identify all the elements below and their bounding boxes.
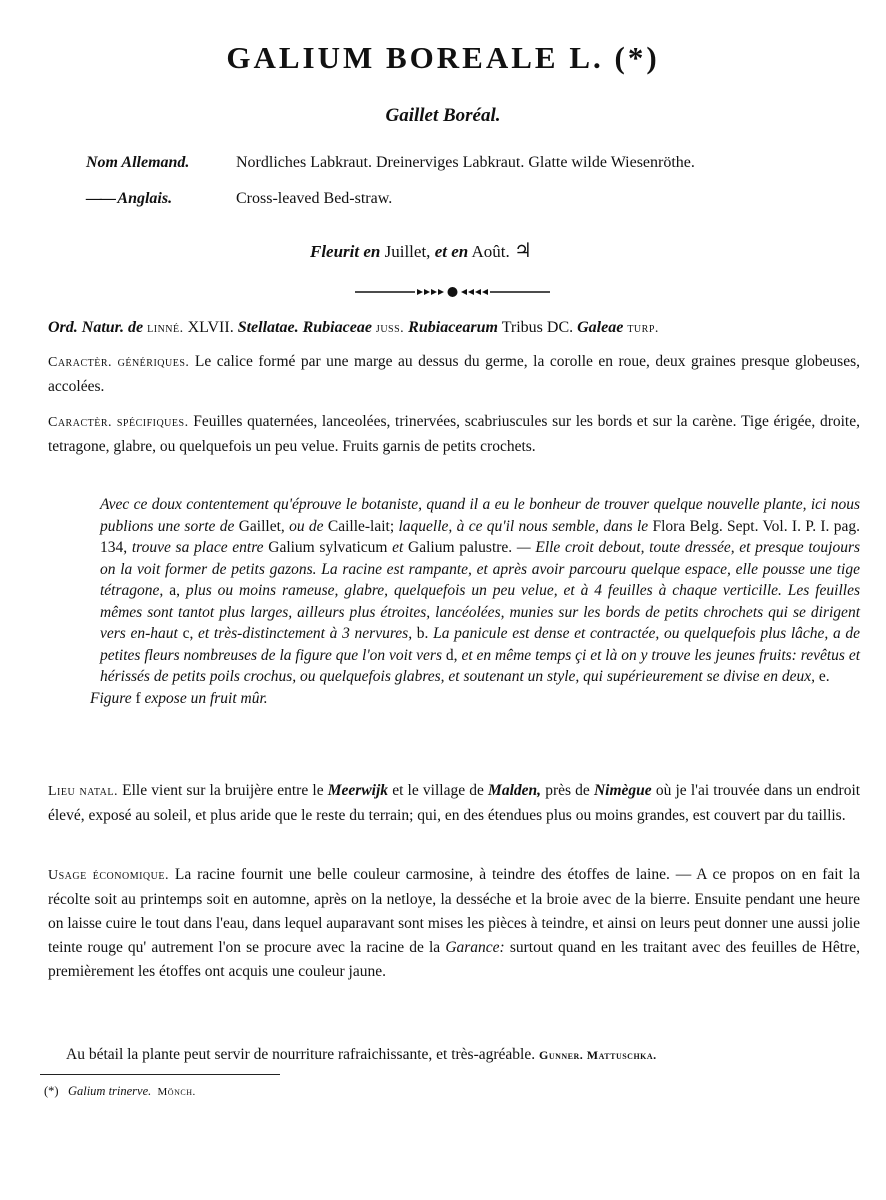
desc-part: Galium palustre. bbox=[408, 539, 513, 556]
desc-part: laquelle, à ce qu'il nous semble, dans le bbox=[398, 517, 649, 535]
ord-label: Ord. Natur. de bbox=[48, 319, 144, 336]
habitat-label: Lieu natal. bbox=[48, 784, 118, 799]
habitat-part: où je l'ai trouvée dans un endroit élevé, exposé au soleil, et plus aride que le reste du terrain; qui, en des étendues plus ou moins grandes, est couvert par du taillis. bbox=[48, 782, 861, 824]
ord-stellatae: Stellatae. bbox=[237, 319, 299, 336]
usage-part: surtout quand en les traitant avec des feuilles de Hêtre, premièrement les étoffes ont acquis une couleur jaune. bbox=[48, 939, 861, 980]
desc-part: expose un fruit mûr. bbox=[144, 689, 268, 707]
ord-juss: juss. bbox=[375, 321, 405, 336]
usage-part: La racine fournit une belle couleur carmosine, à teindre des étoffes de laine. — A ce propos on en fait la récolte soit au printemps soit en automne, après on la netloye, la desséche et la broie avec de la bierre. Ensuite pendant une heure on laisse cuire le tout dans l'eau, dans lequel auparavant sont mises les pièces à teindre, et ainsi on leurs peut donner une aussi jolie teinte rouge qu' autrement l'on se procure avec la racine de la bbox=[48, 866, 861, 956]
usage-label: Usage économique. bbox=[48, 868, 169, 883]
ornamental-rule bbox=[355, 285, 550, 299]
natural-order bbox=[48, 316, 868, 341]
vernacular-names bbox=[86, 154, 846, 226]
economic-use bbox=[48, 863, 860, 984]
german-name-row bbox=[86, 154, 846, 190]
footnote-rule bbox=[40, 1074, 280, 1075]
specific-label: Caractèr. spécifiques. bbox=[48, 415, 189, 430]
ord-linne: linné. bbox=[147, 321, 184, 336]
desc-part: Gaillet, bbox=[238, 517, 285, 535]
habitat-part: Elle vient sur la bruijère entre le bbox=[122, 782, 324, 799]
usage-garance: Garance: bbox=[445, 939, 505, 956]
desc-part: c, bbox=[182, 625, 194, 642]
english-label-text: Anglais. bbox=[117, 190, 173, 207]
footnote-synonym: Galium trinerve. bbox=[67, 1084, 152, 1098]
desc-part: et très-distinctement à 3 nervures, bbox=[198, 625, 413, 642]
page-title: GALIUM BOREALE L. (*) bbox=[226, 40, 660, 75]
flowering-pre: Fleurit en bbox=[310, 242, 381, 261]
habitat-place: Meerwijk bbox=[327, 782, 389, 799]
desc-part: et en même temps çi et là on y trouve les jeunes fruits: revêtus et hérissés de petits poils crochus, ou quelquefois glabres, et soutenant un style, qui supérieurement se divise en deux, bbox=[100, 646, 861, 685]
livestock-text: Au bétail la plante peut servir de nourriture rafraichissante, et très-agréable. bbox=[66, 1046, 536, 1063]
desc-part: f bbox=[135, 689, 141, 707]
desc-part: et bbox=[392, 539, 404, 556]
footnote-mark: (*) bbox=[44, 1084, 59, 1098]
ord-turp: turp. bbox=[627, 321, 659, 336]
flowering-period bbox=[310, 238, 532, 263]
ord-number: XLVII. bbox=[187, 319, 234, 336]
habitat-part: près de bbox=[545, 782, 590, 799]
description bbox=[90, 494, 861, 709]
flowering-month2: Août. bbox=[471, 242, 510, 261]
desc-part: e. bbox=[818, 668, 830, 685]
specific-text: Feuilles quaternées, lanceolées, trinervées, scabriuscules sur les bords et sur la carène. Tige érigée, droite, tetragone, glabre, ou quelquefois un peu velue. Fruits garnis de petits crochets. bbox=[48, 413, 860, 455]
perennial-symbol: ♃ bbox=[514, 240, 532, 262]
ord-rubiaceae: Rubiaceae bbox=[302, 319, 372, 336]
german-names: Nordliches Labkraut. Dreinerviges Labkraut. Glatte wilde Wiesenröthe. bbox=[236, 154, 695, 171]
desc-part: Caille-lait; bbox=[327, 517, 395, 535]
english-names: Cross-leaved Bed-straw. bbox=[236, 190, 393, 207]
generic-label: Caractèr. génériques. bbox=[48, 355, 190, 370]
english-name-row bbox=[86, 190, 846, 226]
desc-part: Galium sylvaticum bbox=[268, 539, 388, 556]
desc-part: a, bbox=[169, 582, 180, 599]
desc-part: La panicule est dense et contractée, ou quelquefois plus lâche, a de petites fleurs nombreuses de la figure que l'on voit vers bbox=[100, 625, 861, 664]
generic-text: Le calice formé par une marge au dessus du germe, la corolle en roue, deux graines presque globeuses, accolées. bbox=[48, 353, 860, 395]
livestock-authors: Gunner. Mattuschka. bbox=[538, 1048, 657, 1062]
flowering-month1: Juillet, bbox=[384, 242, 431, 261]
desc-part: Avec ce doux contentement qu'éprouve le botaniste, quand il a eu le bonheur de trouver quelque nouvelle plante, ici nous publions une sorte de bbox=[100, 496, 860, 535]
habitat-part: et le village de bbox=[392, 782, 484, 799]
desc-part: — Elle croit debout, toute dressée, et presque toujours on la voit former de petits gazons. La racine est rampante, et après avoir parcouru quelque espace, elle pousse une tige tétragone, bbox=[100, 539, 861, 599]
ord-rubiacearum: Rubiacearum bbox=[408, 319, 498, 336]
habitat-place: Malden, bbox=[488, 782, 542, 799]
habitat-place: Nimègue bbox=[593, 782, 652, 799]
habitat bbox=[48, 779, 860, 828]
flowering-mid: et en bbox=[434, 242, 469, 261]
desc-part: b. bbox=[416, 625, 429, 642]
livestock-note bbox=[66, 1043, 866, 1067]
desc-part: Figure bbox=[90, 689, 132, 707]
desc-part: trouve sa place entre bbox=[131, 539, 264, 556]
desc-part: Flora Belg. Sept. Vol. I. P. I. pag. 134, bbox=[100, 517, 861, 556]
ord-galeae: Galeae bbox=[577, 319, 624, 336]
footnote bbox=[44, 1084, 196, 1099]
specific-characters bbox=[48, 410, 860, 459]
footnote-author: Mönch. bbox=[157, 1086, 196, 1098]
desc-part: ou de bbox=[289, 517, 324, 535]
ditto-dash: —— bbox=[86, 190, 114, 207]
english-label bbox=[86, 190, 236, 208]
ord-tribus: Tribus DC. bbox=[501, 319, 574, 336]
french-name: Gaillet Boréal. bbox=[385, 105, 501, 126]
desc-part: plus ou moins rameuse, glabre, quelquefois un peu velue, et à 4 feuilles à chaque verticille. Les feuilles mêmes sont tantot plus larges, ailleurs plus étroites, lancéolées, munies sur les bords de petits chrochets qui se dirigent vers en-haut bbox=[100, 582, 861, 642]
german-label: Nom Allemand. bbox=[86, 154, 190, 171]
desc-part: d, bbox=[445, 646, 458, 664]
generic-characters bbox=[48, 350, 860, 399]
